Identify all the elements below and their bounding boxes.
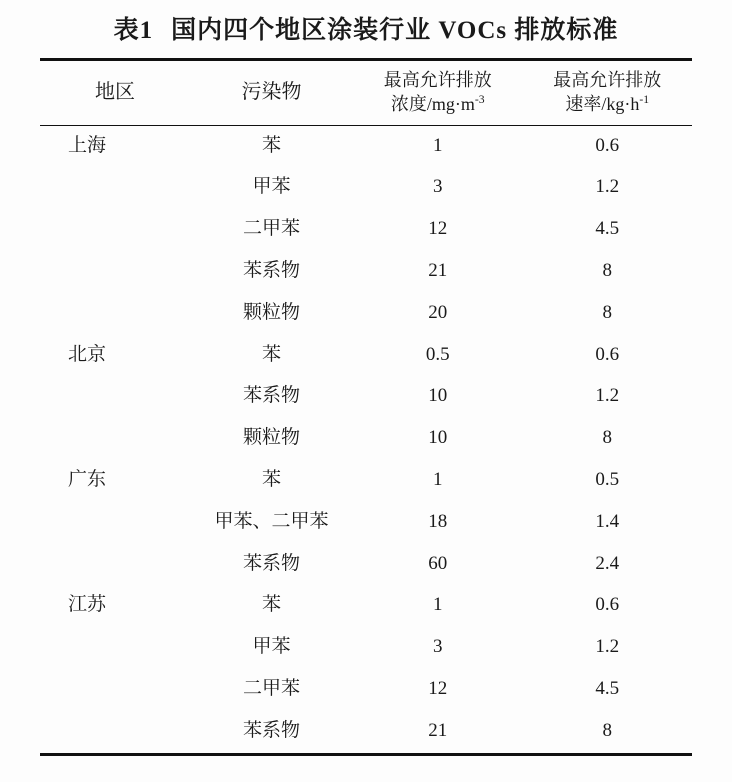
table-row xyxy=(40,167,692,209)
cell-region xyxy=(40,293,190,335)
table-title-label: 表1 xyxy=(113,17,154,44)
cell-region xyxy=(40,376,190,418)
cell-pollutant: 苯系物 xyxy=(242,259,300,281)
bottom-rule xyxy=(190,754,353,756)
header-pollutant: 污染物 xyxy=(190,60,353,126)
cell-concentration: 21 xyxy=(428,259,448,281)
table-body xyxy=(40,125,692,754)
cell-region xyxy=(40,418,190,460)
cell-pollutant: 苯 xyxy=(261,134,281,156)
header-region: 地区 xyxy=(40,60,190,126)
header-row xyxy=(40,60,692,126)
table-title xyxy=(40,0,692,58)
table-row xyxy=(40,335,692,377)
cell-rate: 0.5 xyxy=(595,468,620,490)
header-rate-line1: 最高允许排放 xyxy=(553,70,662,90)
table-row xyxy=(40,125,692,167)
header-rate xyxy=(522,60,692,126)
table-row xyxy=(40,418,692,460)
cell-rate: 4.5 xyxy=(595,677,620,699)
table-row xyxy=(40,502,692,544)
cell-region xyxy=(40,209,190,251)
cell-rate: 1.2 xyxy=(595,176,620,198)
cell-pollutant: 苯 xyxy=(261,594,281,616)
cell-region xyxy=(40,251,190,293)
header-concentration xyxy=(353,60,523,126)
cell-pollutant: 甲苯、二甲苯 xyxy=(214,510,329,532)
cell-pollutant: 二甲苯 xyxy=(242,677,300,699)
cell-concentration: 10 xyxy=(428,427,448,449)
header-concentration-exponent: -3 xyxy=(474,93,485,107)
table-row xyxy=(40,669,692,711)
cell-rate: 1.2 xyxy=(595,385,620,407)
cell-region xyxy=(40,502,190,544)
cell-rate: 8 xyxy=(602,301,612,323)
header-concentration-unit: 浓度/mg·m xyxy=(390,94,475,115)
cell-concentration: 0.5 xyxy=(425,343,450,365)
bottom-rule xyxy=(522,754,692,756)
cell-region xyxy=(40,167,190,209)
header-rate-exponent: -1 xyxy=(639,93,650,107)
cell-concentration: 10 xyxy=(428,385,448,407)
cell-concentration: 21 xyxy=(428,719,448,741)
cell-region: 江苏 xyxy=(68,594,107,616)
cell-concentration: 12 xyxy=(428,677,448,699)
cell-region: 北京 xyxy=(68,343,107,365)
table-footer-rule xyxy=(40,754,692,756)
cell-rate: 1.2 xyxy=(595,636,620,658)
cell-concentration: 18 xyxy=(428,510,448,532)
cell-concentration: 12 xyxy=(428,218,448,240)
table-row xyxy=(40,251,692,293)
bottom-rule xyxy=(40,754,190,756)
cell-rate: 0.6 xyxy=(595,343,620,365)
table-header xyxy=(40,60,692,126)
cell-rate: 8 xyxy=(602,427,612,449)
cell-pollutant: 颗粒物 xyxy=(242,301,300,323)
cell-region xyxy=(40,669,190,711)
header-rate-line2 xyxy=(524,92,690,116)
cell-rate: 8 xyxy=(602,259,612,281)
table-row xyxy=(40,209,692,251)
table-row xyxy=(40,376,692,418)
cell-pollutant: 颗粒物 xyxy=(242,427,300,449)
table-row xyxy=(40,585,692,627)
cell-pollutant: 甲苯 xyxy=(252,636,291,658)
cell-pollutant: 苯系物 xyxy=(242,719,300,741)
table-row xyxy=(40,460,692,502)
table-row xyxy=(40,627,692,669)
cell-concentration: 3 xyxy=(432,636,443,658)
cell-concentration: 1 xyxy=(432,134,443,156)
cell-pollutant: 苯系物 xyxy=(242,552,300,574)
cell-region xyxy=(40,544,190,586)
header-concentration-line1: 最高允许排放 xyxy=(383,70,492,90)
bottom-rule xyxy=(353,754,523,756)
cell-pollutant: 二甲苯 xyxy=(242,218,300,240)
bottom-rule-row xyxy=(40,754,692,756)
cell-rate: 4.5 xyxy=(595,218,620,240)
table-row xyxy=(40,544,692,586)
cell-pollutant: 苯 xyxy=(261,468,281,490)
table-title-text: 国内四个地区涂装行业 VOCs 排放标准 xyxy=(171,17,619,44)
cell-pollutant: 苯 xyxy=(261,343,281,365)
cell-concentration: 60 xyxy=(428,552,448,574)
cell-rate: 8 xyxy=(602,719,612,741)
cell-pollutant: 苯系物 xyxy=(242,385,300,407)
cell-region xyxy=(40,711,190,754)
header-concentration-line2 xyxy=(355,92,521,116)
cell-rate: 0.6 xyxy=(595,594,620,616)
table-row xyxy=(40,711,692,754)
vocs-emission-standards-table xyxy=(40,58,692,756)
cell-rate: 0.6 xyxy=(595,134,620,156)
header-rate-unit: 速率/kg·h xyxy=(565,94,640,115)
cell-rate: 1.4 xyxy=(595,510,620,532)
cell-region: 上海 xyxy=(68,134,107,156)
cell-concentration: 20 xyxy=(428,301,448,323)
cell-rate: 2.4 xyxy=(595,552,620,574)
table-row xyxy=(40,293,692,335)
cell-concentration: 3 xyxy=(432,176,443,198)
cell-region: 广东 xyxy=(68,468,107,490)
cell-pollutant: 甲苯 xyxy=(252,176,291,198)
cell-region xyxy=(40,627,190,669)
cell-concentration: 1 xyxy=(432,468,443,490)
cell-concentration: 1 xyxy=(432,594,443,616)
